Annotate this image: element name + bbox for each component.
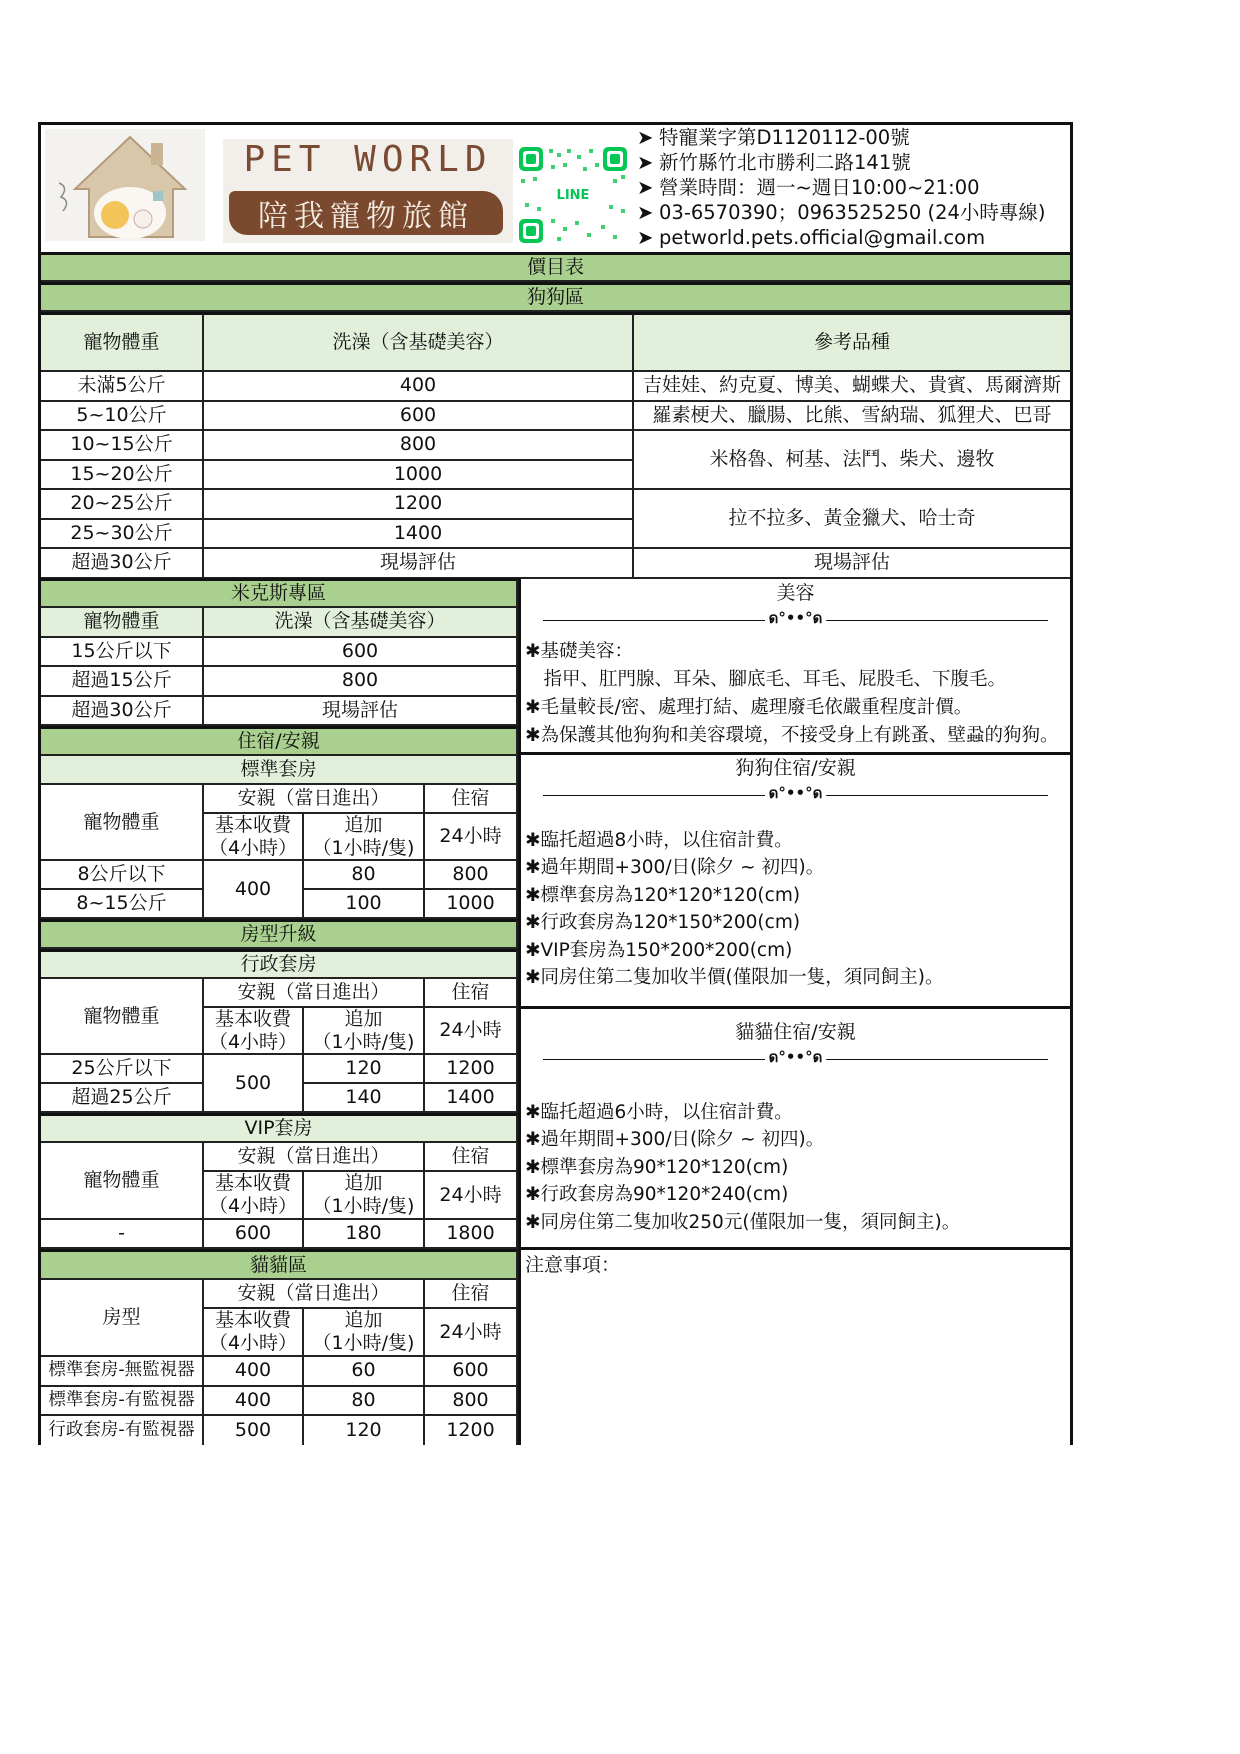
vip-col-daycare: 安親（當日進出） [204,1143,425,1172]
cat-row-stay: 600 [425,1357,518,1387]
arrow-icon: ➤ [637,201,654,224]
vip-row-weight: - [41,1220,204,1249]
mix-row-price: 現場評估 [204,697,518,727]
vip-row-extra: 180 [304,1220,425,1249]
vip-col-extra: 追加 （1小時/隻) [304,1172,425,1220]
mix-zone-title: 米克斯專區 [41,578,518,608]
line-qr-code-icon[interactable] [517,145,629,245]
dog-row-weight: 超過30公斤 [41,549,204,579]
cat-row-stay: 1200 [425,1416,518,1445]
vip-col-base: 基本收費 （4小時） [204,1172,304,1220]
dog-zone-title: 狗狗區 [41,282,1070,312]
exec-col-stay: 住宿 [425,979,518,1008]
vip-row-base: 600 [204,1220,304,1249]
dog-row-price: 1000 [204,461,634,491]
note-line: 指甲、肛門腺、耳朵、腳底毛、耳毛、屁股毛、下腹毛。 [525,668,1007,690]
info-line-address: ➤ 新竹縣竹北市勝利二路141號 [637,151,911,174]
vip-room-title: VIP套房 [41,1113,518,1143]
note-line: ✱毛量較長/密、處理打結、處理廢毛依嚴重程度計價。 [525,696,973,718]
info-line-hours: ➤ 營業時間：週一~週日10:00~21:00 [637,176,980,199]
note-line: ✱臨托超過6小時，以住宿計費。 [525,1101,793,1123]
cat-col-stay: 住宿 [425,1280,518,1309]
divider [543,610,1048,630]
exec-base-price: 500 [204,1055,304,1113]
exec-col-base: 基本收費 （4小時） [204,1008,304,1055]
vip-col-24h: 24小時 [425,1172,518,1220]
exec-col-daycare: 安親（當日進出） [204,979,425,1008]
grooming-notes [521,580,1070,752]
mix-row-weight: 15公斤以下 [41,638,204,668]
executive-room-title: 行政套房 [41,949,518,979]
dog-row-price: 400 [204,372,634,402]
qr-label: LINE [556,188,590,203]
cat-col-base: 基本收費 （4小時） [204,1309,304,1357]
dog-row-weight: 20~25公斤 [41,490,204,520]
brand-title: PET WORLD [243,139,493,180]
standard-room-title: 標準套房 [41,756,518,785]
reminder-section [521,1250,1070,1445]
upgrade-title: 房型升級 [41,919,518,949]
exec-row-weight: 25公斤以下 [41,1055,204,1084]
std-col-24h: 24小時 [425,814,518,861]
mix-row-price: 800 [204,667,518,697]
note-line: ✱過年期間+300/日(除夕 ~ 初四)。 [525,1129,825,1151]
mix-row-weight: 超過30公斤 [41,697,204,727]
cat-row-base: 400 [204,1387,304,1417]
breed-group: 吉娃娃、約克夏、博美、蝴蝶犬、貴賓、馬爾濟斯 [634,372,1070,402]
note-line: ✱同房住第二隻加收半價(僅限加一隻，須同飼主)。 [525,967,944,989]
cat-col-extra: 追加 （1小時/隻) [304,1309,425,1357]
info-line-phone[interactable]: ➤ 03-6570390；0963525250 (24小時專線) [637,201,1046,224]
dog-row-weight: 10~15公斤 [41,431,204,461]
note-line: ✱行政套房為120*150*200(cm) [525,912,801,934]
std-row-stay: 800 [425,861,518,890]
cat-zone-title: 貓貓區 [41,1249,518,1280]
std-col-base: 基本收費 （4小時） [204,814,304,861]
dog-row-weight: 5~10公斤 [41,402,204,432]
header [41,125,1070,253]
dog-row-weight: 15~20公斤 [41,461,204,491]
price-list-title: 價目表 [41,252,1070,282]
breed-group: 拉不拉多、黃金獵犬、哈士奇 [634,490,1070,549]
note-line: ✱為保護其他狗狗和美容環境，不接受身上有跳蚤、壁蝨的狗狗。 [525,724,1059,746]
exec-col-extra: 追加 （1小時/隻) [304,1008,425,1055]
cat-row-base: 400 [204,1357,304,1387]
note-line: ✱行政套房為90*120*240(cm) [525,1184,789,1206]
breed-group: 羅素梗犬、臘腸、比熊、雪納瑞、狐狸犬、巴哥 [634,402,1070,432]
dog-col-weight: 寵物體重 [41,312,204,372]
dog-row-price: 800 [204,431,634,461]
exec-row-stay: 1400 [425,1084,518,1113]
cat-row-room: 行政套房-有監視器 [41,1416,204,1445]
reminder-title: 注意事項： [525,1254,621,1276]
arrow-icon: ➤ [637,176,654,199]
arrow-icon: ➤ [637,151,654,174]
mix-col-weight: 寵物體重 [41,608,204,638]
note-line: ✱標準套房為90*120*120(cm) [525,1156,789,1178]
arrow-icon: ➤ [637,126,654,149]
dog-row-price: 現場評估 [204,549,634,579]
std-row-extra: 100 [304,890,425,919]
breed-group: 現場評估 [634,549,1070,579]
note-line: ✱標準套房為120*120*120(cm) [525,884,801,906]
arrow-icon: ➤ [637,226,654,249]
dog-face-icon: ด°••°ด [765,783,827,805]
cat-face-icon: ด°••°ด [765,1047,827,1069]
exec-row-extra: 120 [304,1055,425,1084]
std-col-stay: 住宿 [425,785,518,814]
exec-row-weight: 超過25公斤 [41,1084,204,1113]
std-row-weight: 8~15公斤 [41,890,204,919]
vip-row-stay: 1800 [425,1220,518,1249]
vip-col-weight: 寵物體重 [41,1143,204,1220]
exec-row-stay: 1200 [425,1055,518,1084]
boarding-title: 住宿/安親 [41,726,518,756]
dog-col-bath: 洗澡（含基礎美容） [204,312,634,372]
cat-row-room: 標準套房-有監視器 [41,1387,204,1417]
dog-row-weight: 未滿5公斤 [41,372,204,402]
info-line-email[interactable]: ➤ petworld.pets.official@gmail.com [637,226,986,249]
price-sheet [38,122,1073,1445]
business-info [637,125,1073,250]
std-col-daycare: 安親（當日進出） [204,785,425,814]
cat-boarding-title: 貓貓住宿/安親 [735,1021,856,1043]
mix-col-bath: 洗澡（含基礎美容） [204,608,518,638]
std-base-price: 400 [204,861,304,919]
std-row-extra: 80 [304,861,425,890]
info-line-license: ➤ 特寵業字第D1120112-00號 [637,126,910,149]
note-line: ✱過年期間+300/日(除夕 ~ 初四)。 [525,857,825,879]
note-line: ✱臨托超過8小時，以住宿計費。 [525,829,793,851]
cat-row-room: 標準套房-無監視器 [41,1357,204,1387]
std-col-weight: 寵物體重 [41,785,204,861]
brand-logo [223,139,513,243]
std-row-stay: 1000 [425,890,518,919]
divider [543,1049,1048,1069]
cat-row-base: 500 [204,1416,304,1445]
note-line: ✱同房住第二隻加收250元(僅限加一隻，須同飼主)。 [525,1211,961,1233]
grooming-title: 美容 [776,582,815,604]
cat-col-24h: 24小時 [425,1309,518,1357]
dog-boarding-notes [521,755,1070,1006]
dog-row-price: 600 [204,402,634,432]
note-line: ✱VIP套房為150*200*200(cm) [525,939,793,961]
dog-boarding-title: 狗狗住宿/安親 [735,757,856,779]
dog-row-price: 1200 [204,490,634,520]
std-row-weight: 8公斤以下 [41,861,204,890]
cat-col-daycare: 安親（當日進出） [204,1280,425,1309]
cat-row-extra: 80 [304,1387,425,1417]
house-logo-icon [45,129,205,241]
dog-col-breeds: 參考品種 [634,312,1070,372]
breed-group: 米格魯、柯基、法鬥、柴犬、邊牧 [634,431,1070,490]
dog-face-icon: ด°••°ด [765,608,827,630]
vip-col-stay: 住宿 [425,1143,518,1172]
exec-col-24h: 24小時 [425,1008,518,1055]
mix-row-weight: 超過15公斤 [41,667,204,697]
dog-row-price: 1400 [204,520,634,550]
divider [543,785,1048,805]
std-col-extra: 追加 （1小時/隻) [304,814,425,861]
brand-subtitle: 陪我寵物旅館 [229,191,503,235]
cat-row-stay: 800 [425,1387,518,1417]
exec-col-weight: 寵物體重 [41,979,204,1055]
cat-boarding-notes [521,1009,1070,1247]
cat-row-extra: 60 [304,1357,425,1387]
cat-col-room: 房型 [41,1280,204,1357]
exec-row-extra: 140 [304,1084,425,1113]
mix-row-price: 600 [204,638,518,668]
cat-row-extra: 120 [304,1416,425,1445]
dog-row-weight: 25~30公斤 [41,520,204,550]
note-line: ✱基礎美容： [525,640,634,662]
